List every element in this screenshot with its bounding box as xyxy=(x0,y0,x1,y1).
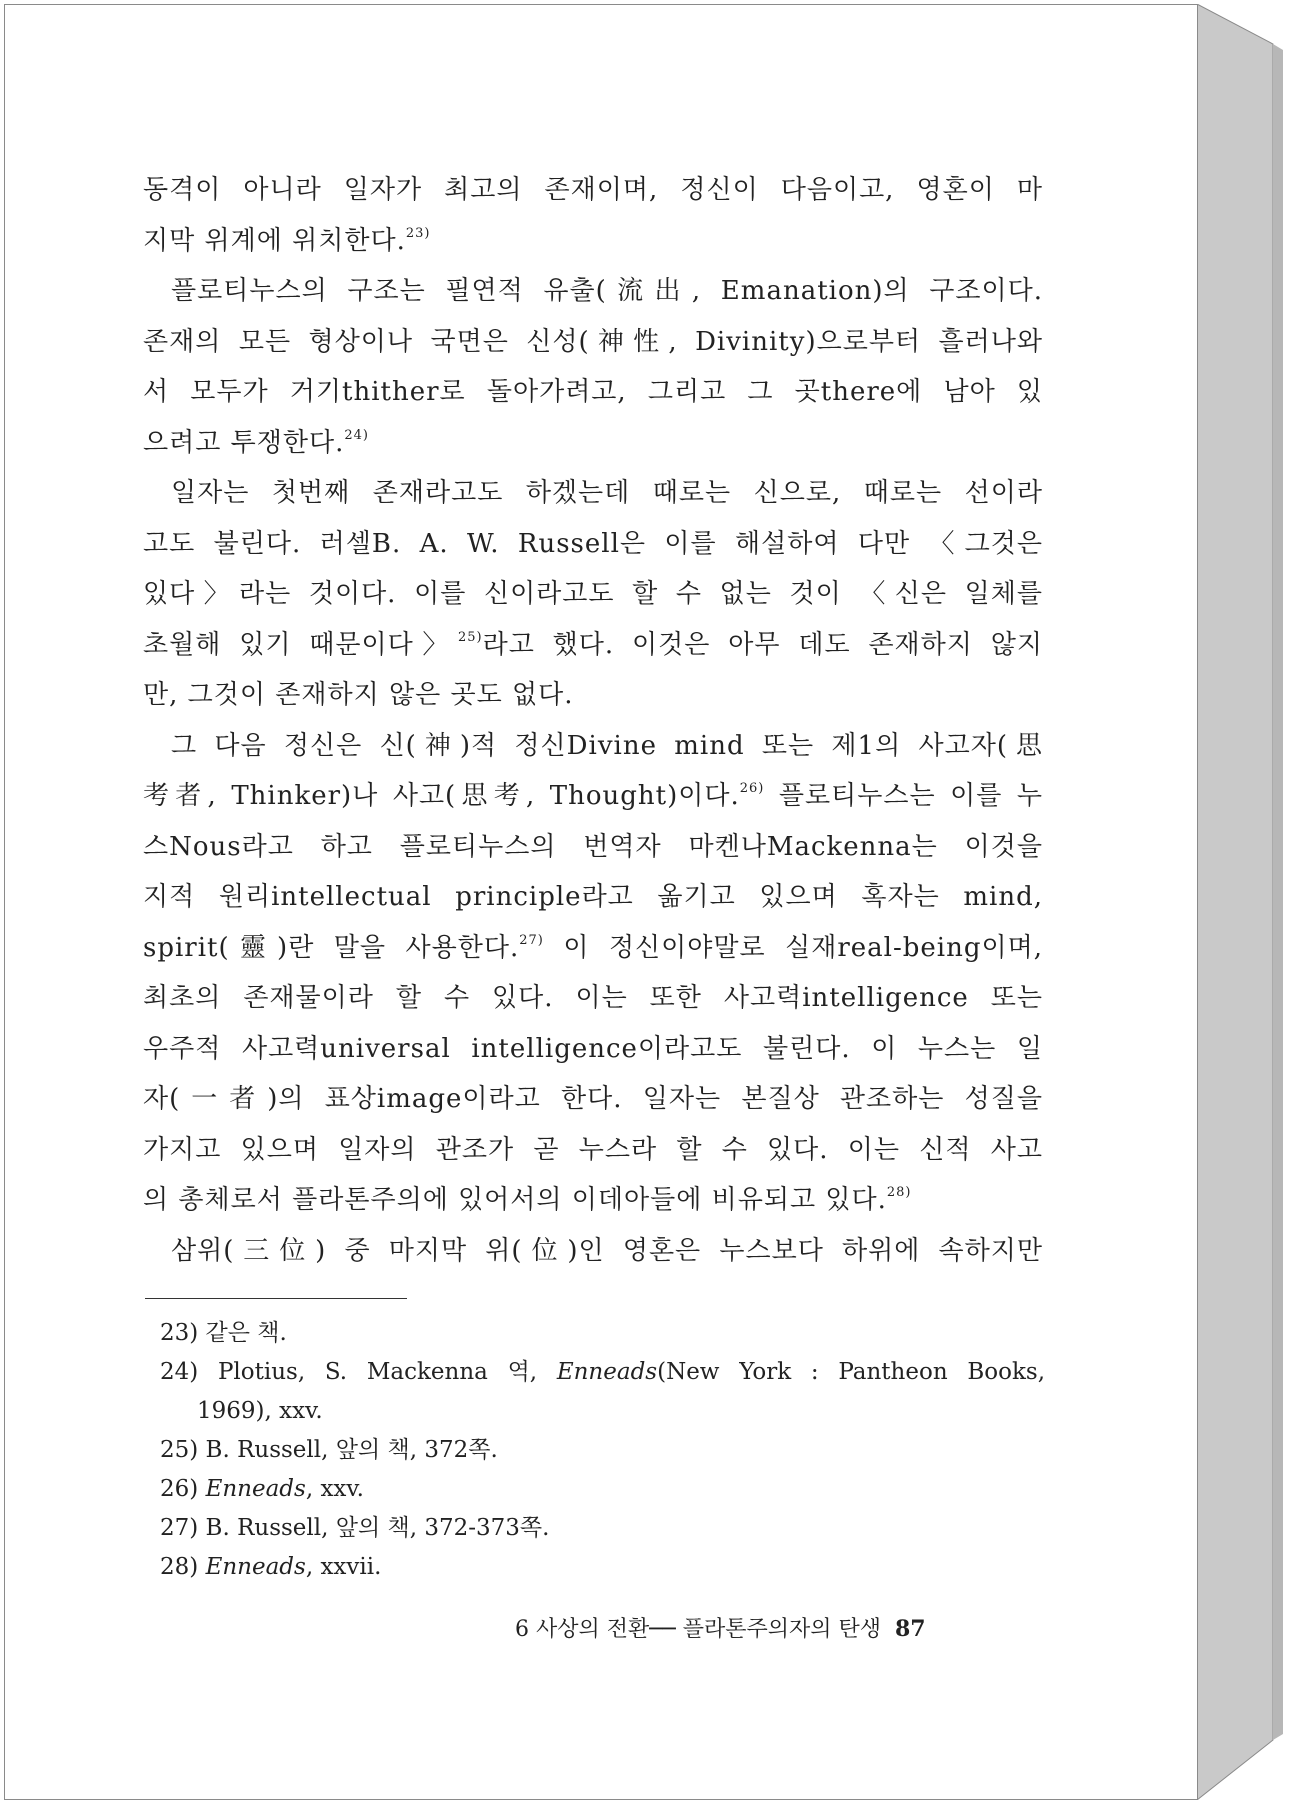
body-line: spirit(靈)란 말을 사용한다.$^{27)}$ 이 정신이야말로 실재real-being이며, xyxy=(143,932,1043,963)
footnote-ref: 24) xyxy=(344,427,369,443)
footnote-24-continued: 1969), xxv. xyxy=(197,1398,323,1424)
body-line: 삼위(三位) 중 마지막 위(位)인 영혼은 누스보다 하위에 속하지만 xyxy=(171,1235,1043,1266)
footnote-ref: 26) xyxy=(739,781,765,796)
body-line: 가지고 있으며 일자의 관조가 곧 누스라 할 수 있다. 이는 신적 사고 xyxy=(143,1134,1043,1165)
body-line: 그 다음 정신은 신(神)적 정신Divine mind 또는 제1의 사고자(思 xyxy=(171,730,1043,761)
page-number: 87 xyxy=(895,1616,926,1642)
chapter-title: 6 사상의 전환── 플라톤주의자의 탄생 xyxy=(515,1617,881,1642)
footnote-23: 23) 같은 책. xyxy=(160,1320,287,1346)
body-line: 우주적 사고력universal intelligence이라고도 불린다. 이 누스는 일 xyxy=(143,1033,1043,1064)
body-line: 지적 원리intellectual principle라고 옮기고 있으며 혹자는 mind, xyxy=(143,882,1043,912)
body-line: 초월해 있기 때문이다〉$^{25)}$라고 했다. 이것은 아무 데도 존재하지 않지 xyxy=(143,629,1044,660)
body-line: 자(一者)의 표상image이라고 한다. 일자는 본질상 관조하는 성질을 xyxy=(143,1084,1043,1114)
body-line: 의 총체로서 플라톤주의에 있어서의 이데아들에 비유되고 있다.$^{28)}$ xyxy=(143,1185,912,1215)
footnote-26: 26) Enneads, xxv. xyxy=(160,1476,364,1502)
footnote-27: 27) B. Russell, 앞의 책, 372-373쪽. xyxy=(160,1515,550,1541)
body-line: 일자는 첫번째 존재라고도 하겠는데 때로는 신으로, 때로는 선이라 xyxy=(171,478,1043,508)
body-text xyxy=(143,165,1043,1276)
body-line: 만, 그것이 존재하지 않은 곳도 없다. xyxy=(143,680,574,710)
footnote-ref: 23) xyxy=(405,225,431,241)
body-line: 있다〉라는 것이다. 이를 신이라고도 할 수 없는 것이 〈신은 일체를 xyxy=(143,579,1043,609)
body-line: 으려고 투쟁한다.$^{24)}$ xyxy=(143,427,369,458)
footnote-ref: 25) xyxy=(457,629,483,645)
footnote-25: 25) B. Russell, 앞의 책, 372쪽. xyxy=(160,1437,498,1463)
footnote-ref: 27) xyxy=(519,932,544,948)
body-line: 최초의 존재물이라 할 수 있다. 이는 또한 사고력intelligence 또는 xyxy=(143,983,1043,1013)
footnotes xyxy=(160,1314,1045,1587)
body-line: 지막 위계에 위치한다.$^{23)}$ xyxy=(143,225,431,256)
body-line: 고도 불린다. 러셀B. A. W. Russell은 이를 해설하여 다만 〈그것은 xyxy=(143,528,1043,559)
running-footer xyxy=(515,1612,926,1643)
body-line: 스Nous라고 하고 플로티누스의 번역자 마켄나Mackenna는 이것을 xyxy=(143,831,1043,862)
book-page-edge xyxy=(1197,4,1285,1800)
body-line: 서 모두가 거기thither로 돌아가려고, 그리고 그 곳there에 남아 있 xyxy=(143,377,1043,407)
body-line: 考者, Thinker)나 사고(思考, Thought)이다.$^{26)}$ 플로티누스는 이를 누 xyxy=(143,781,1044,811)
footnote-24: 24) Plotius, S. Mackenna 역, Enneads(New York : Pantheon Books, xyxy=(160,1359,1046,1385)
body-line: 동격이 아니라 일자가 최고의 존재이며, 정신이 다음이고, 영혼이 마 xyxy=(143,175,1043,205)
body-line: 플로티누스의 구조는 필연적 유출(流出, Emanation)의 구조이다. xyxy=(171,276,1043,306)
footnote-divider xyxy=(145,1298,407,1299)
footnote-28: 28) Enneads, xxvii. xyxy=(160,1554,382,1580)
footnote-ref: 28) xyxy=(886,1185,912,1200)
body-line: 존재의 모든 형상이나 국면은 신성(神性, Divinity)으로부터 흘러나와 xyxy=(143,326,1043,357)
